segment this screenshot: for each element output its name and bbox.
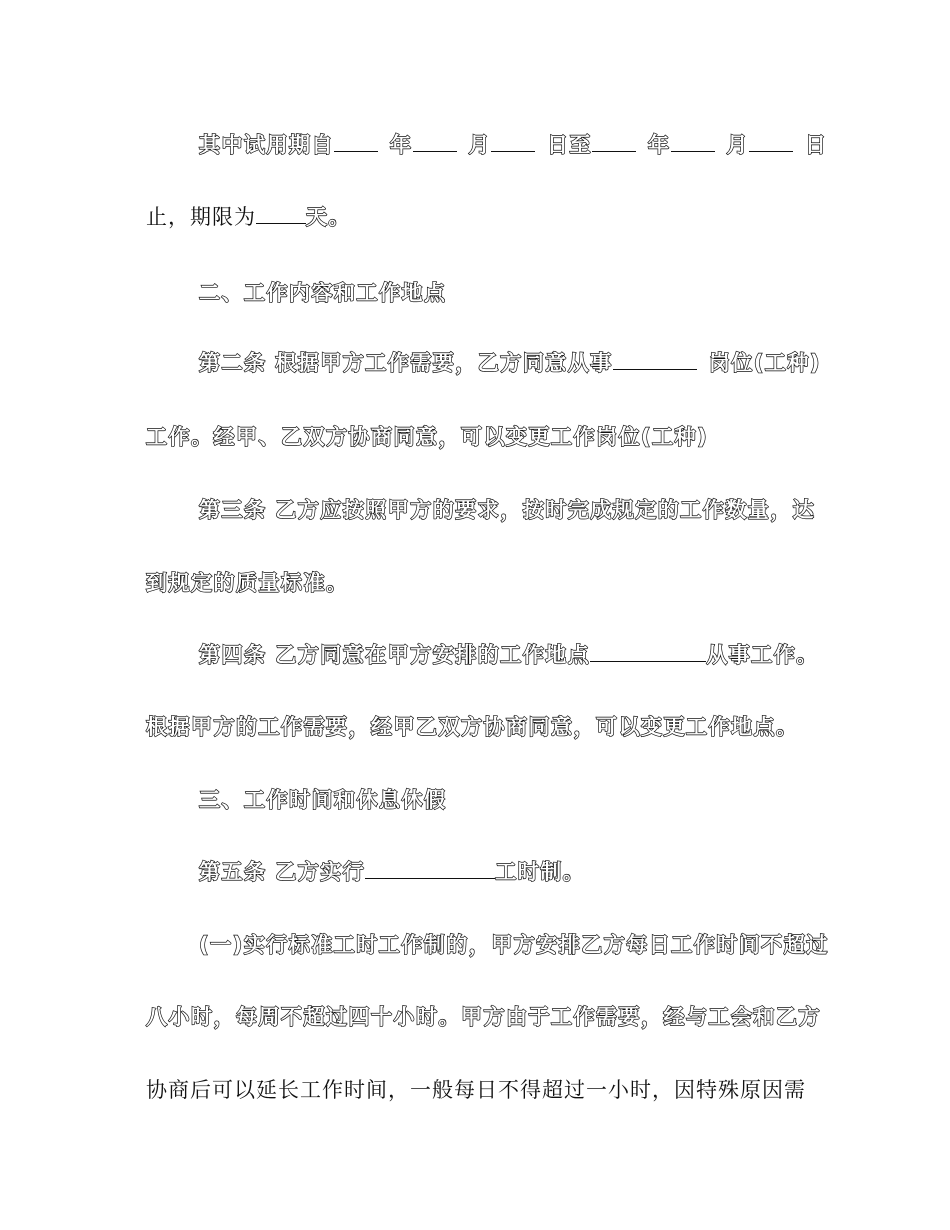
days-blank [256,203,306,224]
day-label: 日 [805,133,828,157]
probation-start-label: 其中试用期自 [199,133,334,157]
end-day-blank [749,131,793,152]
article-4-end: 从事工作。 [706,643,819,667]
work-hour-system-blank [365,858,495,879]
month-label-2: 月 [726,133,749,157]
end-year-blank [592,131,636,152]
article-4-continued: 根据甲方的工作需要，经甲乙双方协商同意，可以变更工作地点。 [146,715,799,739]
article-5-line [199,857,585,887]
duration-label: 止，期限为 [146,205,256,229]
start-year-blank [334,131,378,152]
end-month-blank [671,131,715,152]
clause-1-continued-2: 协商后可以延长工作时间，一般每日不得超过一小时，因特殊原因需 [146,1078,806,1102]
work-location-blank [590,641,706,662]
position-type-label: 岗位(工种) [708,351,822,375]
year-label: 年 [390,133,413,157]
article-2-text: 第二条 根据甲方工作需要，乙方同意从事 [199,351,613,375]
year-label-2: 年 [648,133,671,157]
month-label: 月 [468,133,491,157]
article-3-line: 第三条 乙方应按照甲方的要求，按时完成规定的工作数量，达 [199,498,816,522]
article-5-end: 工时制。 [495,860,586,884]
position-blank [613,349,697,370]
start-day-blank [491,131,535,152]
article-5-text: 第五条 乙方实行 [199,860,366,884]
article-2-line [199,348,821,378]
start-month-blank [413,131,457,152]
article-2-continued: 工作。经甲、乙双方协商同意，可以变更工作岗位(工种) [146,425,709,449]
clause-1-continued: 八小时，每周不超过四十小时。甲方由于工作需要，经与工会和乙方 [146,1005,821,1029]
days-label: 天。 [306,205,351,229]
section-heading-work-hours: 三、工作时间和休息休假 [199,788,447,812]
clause-1-line: (一)实行标准工时工作制的，甲方安排乙方每日工作时间不超过 [199,933,829,957]
probation-period-line [199,130,828,160]
article-3-continued: 到规定的质量标准。 [146,571,349,595]
day-to-label: 日至 [547,133,592,157]
probation-duration-line [146,202,351,232]
article-4-text: 第四条 乙方同意在甲方安排的工作地点 [199,643,591,667]
section-heading-work-content: 二、工作内容和工作地点 [199,281,447,305]
article-4-line [199,640,819,670]
